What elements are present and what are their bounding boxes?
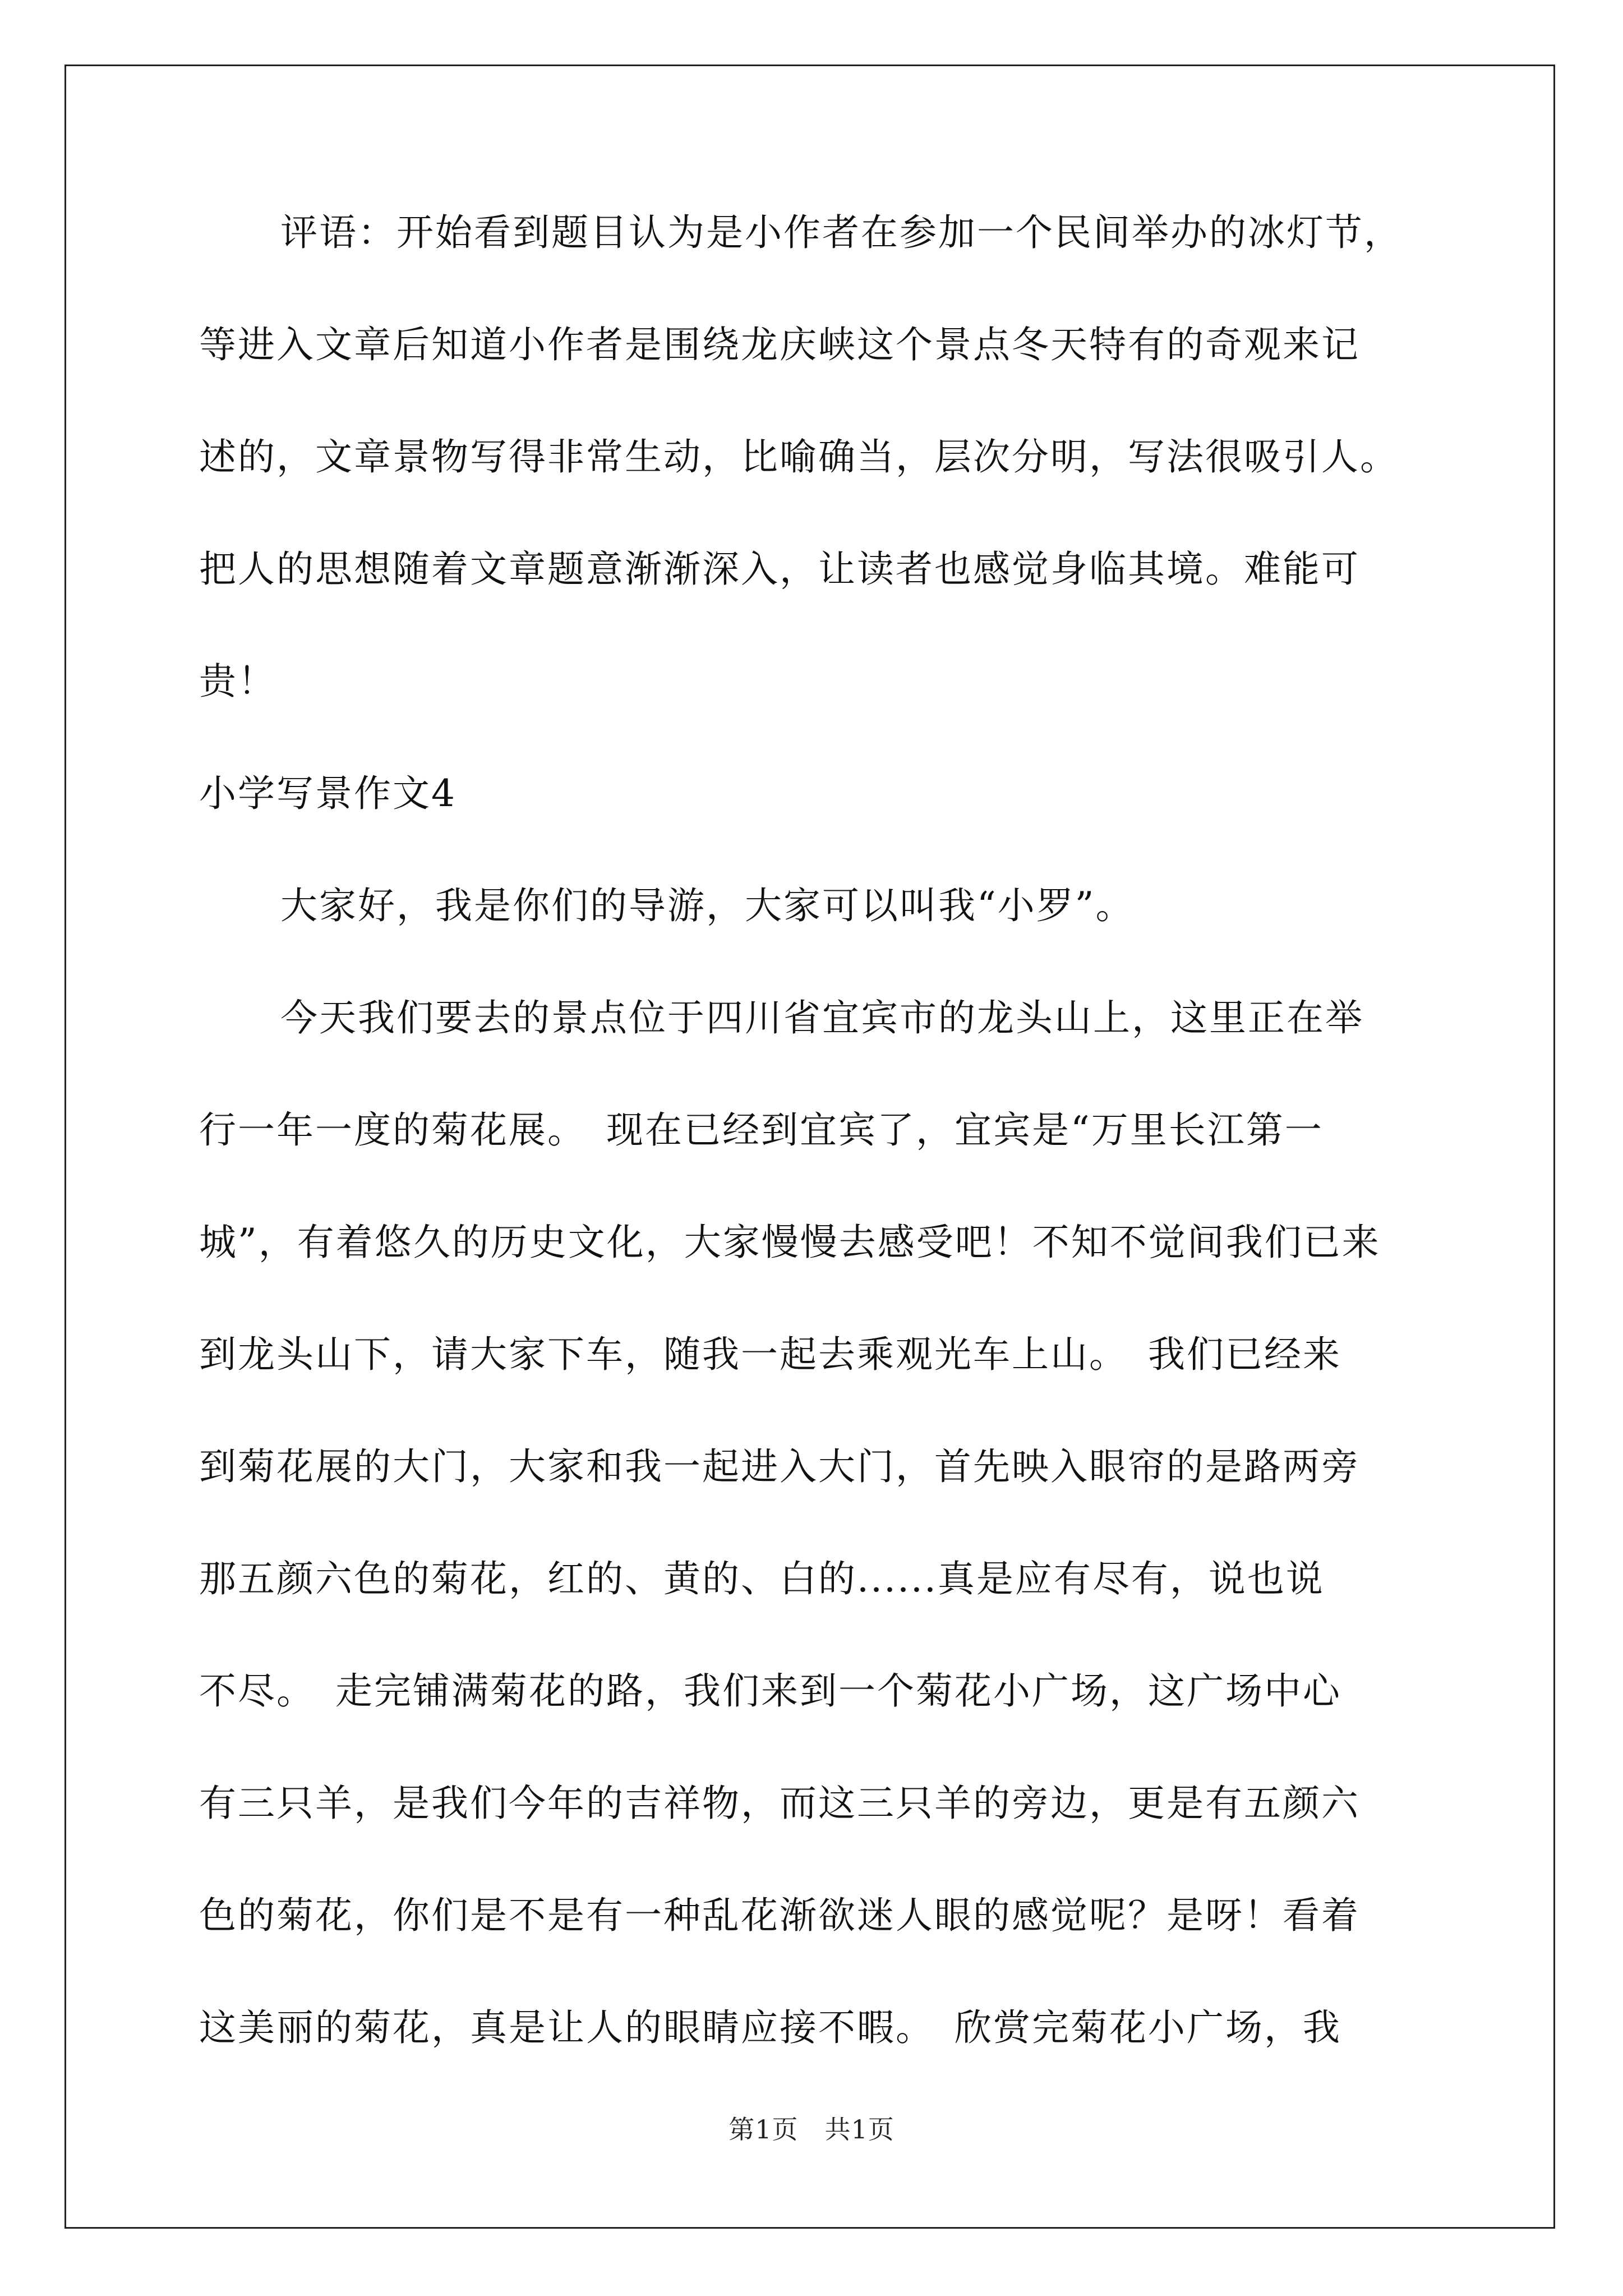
comment-paragraph-line-5: 贵！ [199, 660, 276, 703]
comment-paragraph-line-1: 评语：开始看到题目认为是小作者在参加一个民间举办的冰灯节， [280, 211, 1403, 254]
body-paragraph-line-10: 这美丽的菊花，真是让人的眼睛应接不暇。 欣赏完菊花小广场，我 [199, 2006, 1341, 2049]
body-paragraph-line-3: 城”，有着悠久的历史文化，大家慢慢去感受吧！不知不觉间我们已来 [199, 1221, 1381, 1264]
comment-paragraph-line-3: 述的，文章景物写得非常生动，比喻确当，层次分明，写法很吸引人。 [199, 435, 1399, 478]
body-paragraph-line-6: 那五颜六色的菊花，红的、黄的、白的......真是应有尽有，说也说 [199, 1557, 1325, 1600]
body-paragraph-line-8: 有三只羊，是我们今年的吉祥物，而这三只羊的旁边，更是有五颜六 [199, 1782, 1360, 1825]
comment-paragraph-line-2: 等进入文章后知道小作者是围绕龙庆峡这个景点冬天特有的奇观来记 [199, 323, 1360, 366]
comment-paragraph-line-4: 把人的思想随着文章题意渐渐深入，让读者也感觉身临其境。难能可 [199, 547, 1360, 591]
greeting-paragraph: 大家好，我是你们的导游，大家可以叫我“小罗”。 [280, 884, 1135, 927]
body-paragraph-line-2: 行一年一度的菊花展。 现在已经到宜宾了，宜宾是“万里长江第一 [199, 1108, 1324, 1152]
body-paragraph-line-1: 今天我们要去的景点位于四川省宜宾市的龙头山上，这里正在举 [280, 996, 1364, 1039]
body-paragraph-line-9: 色的菊花，你们是不是有一种乱花渐欲迷人眼的感觉呢？是呀！看着 [199, 1894, 1360, 1937]
body-paragraph-line-5: 到菊花展的大门，大家和我一起进入大门，首先映入眼帘的是路两旁 [199, 1445, 1360, 1488]
body-paragraph-line-4: 到龙头山下，请大家下车，随我一起去乘观光车上山。 我们已经来 [199, 1333, 1341, 1376]
page-number-footer: 第1页 共1页 [728, 2114, 895, 2145]
section-heading: 小学写景作文4 [199, 772, 457, 815]
body-paragraph-line-7: 不尽。 走完铺满菊花的路，我们来到一个菊花小广场，这广场中心 [199, 1669, 1341, 1713]
